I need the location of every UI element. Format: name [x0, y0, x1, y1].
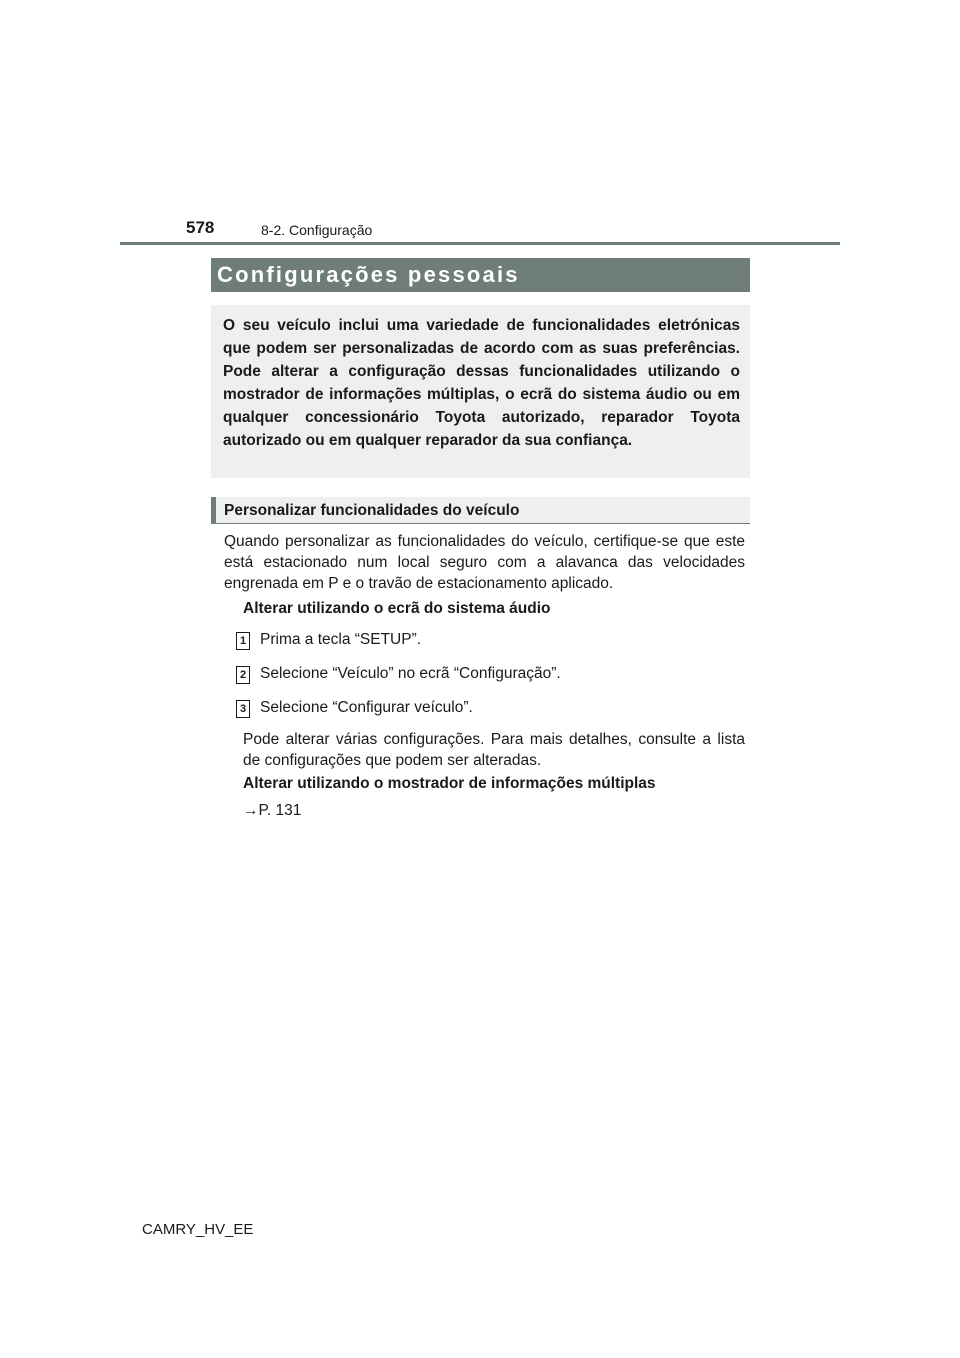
step-text-1: Prima a tecla “SETUP”. [260, 631, 422, 648]
page-reference-link[interactable]: →P. 131 [243, 802, 302, 819]
step-number-1: 1 [236, 632, 250, 650]
subsection-title: Personalizar funcionalidades do veículo [211, 497, 750, 524]
method-audio-note: Pode alterar várias configurações. Para mais detalhes, consulte a lista de configurações que podem ser alteradas. [243, 731, 745, 769]
step-text-2: Selecione “Veículo” no ecrã “Configuração”. [260, 665, 561, 682]
footer-model-code: CAMRY_HV_EE [142, 1221, 254, 1238]
header-divider [120, 242, 840, 245]
step-text-3: Selecione “Configurar veículo”. [260, 699, 473, 716]
intro-box: O seu veículo inclui uma variedade de funcionalidades eletrónicas que podem ser personalizadas de acordo com as suas preferências. Pode alterar a configuração dessas funcionalidades utilizando o mostrador de informações múltiplas, o ecrã do sistema áudio ou em qualquer concessionário Toyota autorizado, reparador Toyota autorizado ou em qualquer reparador da sua confiança. [211, 305, 750, 478]
body-paragraph: Quando personalizar as funcionalidades do veículo, certifique-se que este está estacionado num local seguro com a alavanca das velocidades engrenada em P e o travão de estacionamento aplicado. [224, 533, 745, 592]
method-audio-title: Alterar utilizando o ecrã do sistema áudio [243, 600, 551, 617]
method-mid-title: Alterar utilizando o mostrador de informações múltiplas [243, 775, 656, 792]
step-number-2: 2 [236, 666, 250, 684]
page-title: Configurações pessoais [211, 258, 750, 292]
step-number-3: 3 [236, 700, 250, 718]
section-label: 8-2. Configuração [261, 222, 373, 238]
page-number: 578 [186, 218, 215, 237]
